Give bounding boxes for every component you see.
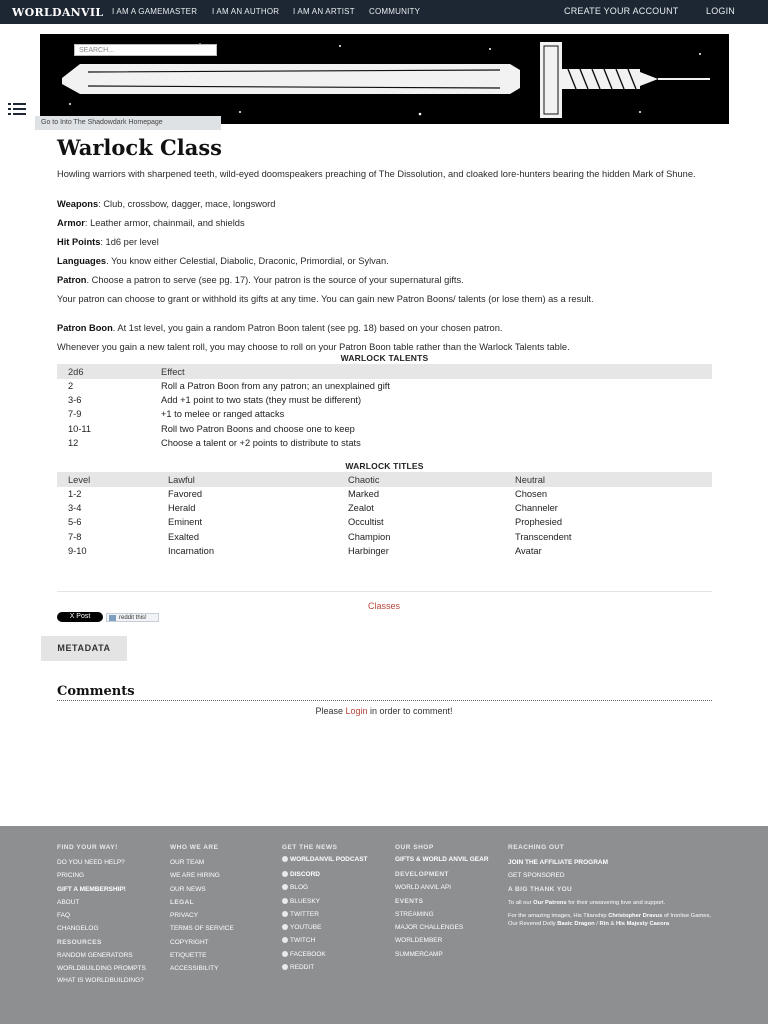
table-row bbox=[57, 515, 712, 529]
talents-table-title: WARLOCK TALENTS bbox=[340, 353, 429, 363]
menu-hamburger-icon[interactable] bbox=[8, 103, 26, 115]
discord-icon bbox=[282, 871, 288, 877]
footer-link[interactable]: ABOUT bbox=[57, 898, 80, 906]
footer-link[interactable]: SUMMERCAMP bbox=[395, 950, 443, 958]
thanks-text: of Ironlise Games, Our Revered Dolly bbox=[508, 912, 711, 927]
armor-text: : Leather armor, chainmail, and shields bbox=[84, 218, 245, 228]
footer-subheading: RESOURCES bbox=[57, 938, 102, 946]
facebook-icon bbox=[282, 951, 288, 957]
footer-link[interactable]: OUR NEWS bbox=[170, 885, 206, 893]
patron-gifts-paragraph: Your patron can choose to grant or withhold its gifts at any time. You can gain new Patron Boons/ talents (or lose them) as a result. bbox=[57, 294, 594, 304]
table-header-cell: Effect bbox=[150, 364, 712, 379]
footer-col-who-we-are bbox=[170, 844, 280, 976]
table-cell: 1-2 bbox=[68, 489, 82, 500]
thanks-patrons-text bbox=[508, 899, 713, 907]
classes-category-link[interactable]: Classes bbox=[367, 601, 400, 611]
hitpoints-line bbox=[57, 237, 712, 249]
footer-link[interactable]: STREAMING bbox=[395, 910, 434, 918]
armor-label: Armor bbox=[57, 218, 85, 228]
footer-link[interactable]: ACCESSIBILITY bbox=[170, 965, 219, 973]
patron-label: Patron bbox=[57, 275, 87, 285]
talents-table bbox=[57, 364, 712, 450]
armor-line bbox=[57, 218, 712, 230]
patron-boon-label: Patron Boon bbox=[57, 323, 113, 333]
footer-link[interactable]: WHAT IS WORLDBUILDING? bbox=[57, 977, 144, 985]
footer-link-label: REDDIT bbox=[290, 964, 315, 972]
reddit-icon bbox=[109, 615, 116, 621]
weapons-label: Weapons bbox=[57, 199, 99, 209]
hitpoints-label: Hit Points bbox=[57, 237, 101, 247]
footer-link[interactable]: PRIVACY bbox=[170, 912, 199, 920]
footer-link[interactable]: PRICING bbox=[57, 872, 85, 880]
twitch-icon bbox=[282, 937, 288, 943]
footer-link[interactable]: DO YOU NEED HELP? bbox=[57, 859, 125, 866]
table-cell: 3-4 bbox=[68, 503, 82, 514]
table-header-row bbox=[57, 472, 712, 487]
footer-link-label: FACEBOOK bbox=[290, 950, 326, 958]
footer-link-twitter[interactable] bbox=[282, 908, 392, 921]
table-cell: Choose a talent or +2 points to distribute to stats bbox=[161, 437, 361, 448]
table-cell: Zealot bbox=[348, 503, 374, 514]
patron-line bbox=[57, 275, 712, 287]
footer-link-reddit[interactable] bbox=[282, 961, 392, 974]
footer-link[interactable]: MAJOR CHALLENGES bbox=[395, 924, 464, 932]
footer-link[interactable]: JOIN THE AFFILIATE PROGRAM bbox=[508, 859, 609, 866]
footer-link-label: TWITTER bbox=[290, 910, 319, 918]
footer-link[interactable]: WORLDBUILDING PROMPTS bbox=[57, 965, 146, 973]
table-cell: 10-11 bbox=[68, 423, 92, 434]
patron-boon-text: . At 1st level, you gain a random Patron Boon talent (see pg. 18) based on your chosen patron. bbox=[112, 323, 503, 333]
footer-link-bluesky[interactable] bbox=[282, 895, 392, 908]
reddit-share-button[interactable] bbox=[106, 613, 159, 622]
footer-link-label: BLOG bbox=[290, 884, 309, 892]
credit-name: Rin bbox=[599, 920, 609, 927]
footer-link[interactable]: WE ARE HIRING bbox=[170, 872, 220, 880]
worldanvil-logo[interactable]: WORLDANVIL bbox=[12, 6, 104, 19]
patron-boon-line bbox=[57, 323, 712, 335]
footer-link[interactable]: WORLDEMBER bbox=[395, 937, 443, 945]
table-row bbox=[57, 436, 712, 450]
table-cell: 9-10 bbox=[68, 545, 87, 556]
footer-link-facebook[interactable] bbox=[282, 948, 392, 961]
page-title: Warlock Class bbox=[57, 135, 223, 160]
nav-artist[interactable]: I AM AN ARTIST bbox=[293, 7, 355, 16]
table-cell: Herald bbox=[168, 503, 196, 514]
footer-link-blog[interactable] bbox=[282, 881, 392, 894]
x-post-button[interactable]: X Post bbox=[57, 612, 103, 622]
nav-author[interactable]: I AM AN AUTHOR bbox=[212, 7, 280, 16]
create-account-link[interactable]: CREATE YOUR ACCOUNT bbox=[564, 6, 679, 16]
footer-heading: FIND YOUR WAY! bbox=[57, 844, 118, 851]
table-cell: 5-6 bbox=[68, 517, 82, 528]
languages-text: . You know either Celestial, Diabolic, Draconic, Primordial, or Sylvan. bbox=[106, 256, 389, 266]
table-row bbox=[57, 530, 712, 544]
footer-link[interactable]: OUR TEAM bbox=[170, 859, 205, 866]
table-row bbox=[57, 487, 712, 501]
table-row bbox=[57, 379, 712, 393]
footer-link-label: YOUTUBE bbox=[290, 924, 322, 932]
footer-col-find-your-way bbox=[57, 844, 167, 985]
thanks-text: For the amazing images, His Titanship bbox=[508, 912, 609, 919]
table-header-cell: Lawful bbox=[157, 472, 337, 487]
table-cell: 12 bbox=[68, 437, 79, 448]
footer-heading: REACHING OUT bbox=[508, 844, 565, 851]
footer-heading: GET THE NEWS bbox=[282, 844, 338, 851]
footer-link[interactable]: GIFTS & WORLD ANVIL GEAR bbox=[395, 856, 489, 863]
login-prompt-prefix: Please bbox=[315, 706, 346, 716]
table-cell: Champion bbox=[348, 531, 391, 542]
footer-link[interactable]: CHANGELOG bbox=[57, 925, 99, 933]
footer-link[interactable]: ETIQUETTE bbox=[170, 952, 207, 960]
footer-col-our-shop bbox=[395, 844, 505, 961]
talent-roll-paragraph: Whenever you gain a new talent roll, you may choose to roll on your Patron Boon table rather than the Warlock Talents table. bbox=[57, 342, 570, 352]
footer-link[interactable]: COPYRIGHT bbox=[170, 938, 209, 946]
thanks-text: / bbox=[594, 920, 600, 927]
table-cell: 3-6 bbox=[68, 395, 82, 406]
table-cell: Roll two Patron Boons and choose one to keep bbox=[161, 423, 355, 434]
table-cell: 7-8 bbox=[68, 531, 82, 542]
footer-subheading: A BIG THANK YOU bbox=[508, 885, 573, 893]
table-cell: Channeler bbox=[515, 503, 558, 514]
footer-heading: OUR SHOP bbox=[395, 844, 434, 851]
table-row bbox=[57, 544, 712, 558]
table-header-cell: Chaotic bbox=[337, 472, 504, 487]
table-header-cell: 2d6 bbox=[57, 364, 150, 379]
table-row bbox=[57, 422, 712, 436]
reddit-share-label: reddit this! bbox=[119, 615, 147, 621]
footer-link-twitch[interactable] bbox=[282, 934, 392, 947]
login-prompt-suffix: in order to comment! bbox=[367, 706, 453, 716]
footer-subheading: DEVELOPMENT bbox=[395, 871, 449, 878]
footer-link[interactable]: RANDOM GENERATORS bbox=[57, 952, 133, 960]
footer-link-label: DISCORD bbox=[290, 871, 320, 878]
table-header-row bbox=[57, 364, 712, 379]
footer-link-label: BLUESKY bbox=[290, 897, 320, 905]
table-cell: Occultist bbox=[348, 517, 384, 528]
table-header-cell: Neutral bbox=[504, 472, 712, 487]
table-cell: Favored bbox=[168, 489, 203, 500]
comments-divider bbox=[57, 700, 712, 701]
search-input[interactable] bbox=[74, 44, 217, 56]
footer-col-get-the-news bbox=[282, 844, 392, 974]
blog-icon bbox=[282, 884, 288, 890]
x-twitter-icon bbox=[282, 911, 288, 917]
footer-link[interactable]: GET SPONSORED bbox=[508, 872, 565, 880]
comments-heading: Comments bbox=[57, 684, 135, 699]
footer-link-discord[interactable] bbox=[282, 868, 392, 881]
table-cell: Transcendent bbox=[515, 531, 572, 542]
credit-name: Christopher Dravus bbox=[608, 912, 663, 919]
world-homepage-link[interactable]: Go to Into The Shadowdark Homepage bbox=[35, 116, 221, 130]
table-cell: 7-9 bbox=[68, 409, 82, 420]
footer-subheading: LEGAL bbox=[170, 898, 195, 906]
login-link[interactable]: LOGIN bbox=[706, 6, 736, 16]
footer-col-reaching-out bbox=[508, 844, 713, 933]
table-cell: Avatar bbox=[515, 545, 542, 556]
footer-link-label: WORLDANVIL PODCAST bbox=[290, 856, 368, 863]
patron-text: . Choose a patron to serve (see pg. 17). Your patron is the source of your supernatural gifts. bbox=[86, 275, 464, 285]
table-cell: +1 to melee or ranged attacks bbox=[161, 409, 285, 420]
table-header-cell: Level bbox=[57, 472, 157, 487]
footer-link[interactable]: FAQ bbox=[57, 912, 71, 920]
weapons-text: : Club, crossbow, dagger, mace, longsword bbox=[98, 199, 276, 209]
table-cell: Marked bbox=[348, 489, 380, 500]
titles-table bbox=[57, 472, 712, 558]
login-to-comment-text bbox=[0, 706, 768, 716]
thanks-images-text bbox=[508, 912, 713, 928]
table-cell: Eminent bbox=[168, 517, 203, 528]
footer-link[interactable]: GIFT A MEMBERSHIP! bbox=[57, 885, 126, 893]
footer-link-youtube[interactable] bbox=[282, 921, 392, 934]
comment-login-link[interactable]: Login bbox=[345, 706, 368, 716]
site-footer bbox=[0, 826, 768, 1024]
table-cell: 2 bbox=[68, 381, 74, 392]
table-cell: Prophesied bbox=[515, 517, 563, 528]
footer-heading: WHO WE ARE bbox=[170, 844, 219, 851]
section-divider bbox=[57, 591, 712, 592]
languages-line bbox=[57, 256, 712, 268]
youtube-icon bbox=[282, 924, 288, 930]
table-cell: Roll a Patron Boon from any patron; an unexplained gift bbox=[161, 381, 390, 392]
footer-subheading: EVENTS bbox=[395, 897, 424, 905]
table-row bbox=[57, 393, 712, 407]
podcast-icon bbox=[282, 856, 288, 862]
table-cell: Harbinger bbox=[348, 545, 389, 556]
patrons-link[interactable]: Our Patrons bbox=[533, 899, 567, 906]
titles-table-title: WARLOCK TITLES bbox=[345, 461, 424, 471]
footer-link[interactable]: TERMS OF SERVICE bbox=[170, 925, 234, 933]
footer-link-podcast[interactable] bbox=[282, 856, 392, 864]
footer-link[interactable]: WORLD ANVIL API bbox=[395, 884, 452, 892]
weapons-line bbox=[57, 199, 712, 211]
table-cell: Incarnation bbox=[168, 545, 214, 556]
hitpoints-text: : 1d6 per level bbox=[100, 237, 159, 247]
nav-gamemaster[interactable]: I AM A GAMEMASTER bbox=[112, 7, 198, 16]
credit-name: His Majesty Caeora bbox=[615, 920, 670, 927]
intro-paragraph: Howling warriors with sharpened teeth, wild-eyed doomspeakers preaching of The Dissolution, and cloaked lore-hunters bearing the hidden Mark of Shune. bbox=[57, 169, 696, 179]
nav-community[interactable]: COMMUNITY bbox=[369, 7, 421, 16]
credit-name: Basic Dragon bbox=[557, 920, 595, 927]
thanks-text: To all our bbox=[508, 899, 534, 906]
thanks-text: for their unwavering love and support. bbox=[566, 899, 666, 906]
table-row bbox=[57, 501, 712, 515]
table-cell: Chosen bbox=[515, 489, 548, 500]
reddit-icon bbox=[282, 964, 288, 970]
metadata-button[interactable]: METADATA bbox=[41, 636, 127, 661]
bluesky-icon bbox=[282, 898, 288, 904]
languages-label: Languages bbox=[57, 256, 107, 266]
footer-link-label: TWITCH bbox=[290, 937, 316, 945]
thanks-text: & bbox=[608, 920, 616, 927]
top-navigation-bar bbox=[0, 0, 768, 24]
table-cell: Exalted bbox=[168, 531, 200, 542]
table-cell: Add +1 point to two stats (they must be different) bbox=[161, 395, 362, 406]
table-row bbox=[57, 407, 712, 421]
